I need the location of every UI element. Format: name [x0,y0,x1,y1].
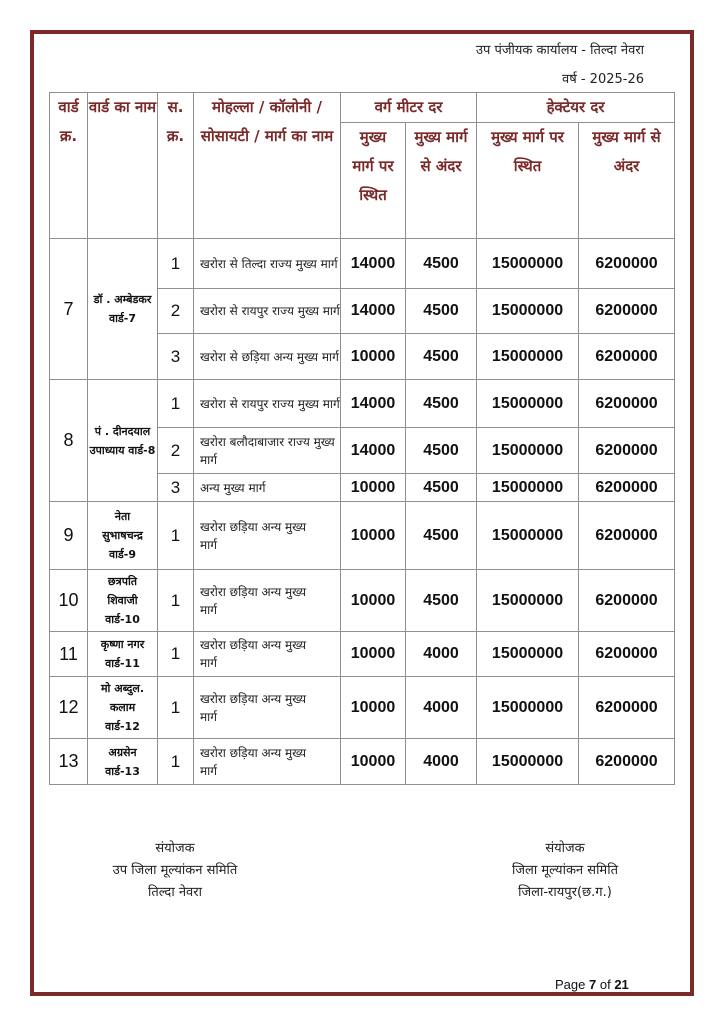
header-ward-no: वार्ड क्र. [50,93,88,239]
ward-name: पं . दीनदयाल उपाध्याय वार्ड-8 [88,380,158,502]
hectare-rate-main: 15000000 [477,632,579,677]
signature-title: संयोजक [155,841,195,856]
sqm-rate-inside: 4000 [406,632,477,677]
sqm-rate-inside: 4000 [406,677,477,739]
table-row [50,632,675,677]
road-name: खरोरा से तिल्दा राज्य मुख्य मार्ग [194,239,341,289]
serial-number: 1 [158,502,194,570]
hectare-rate-main: 15000000 [477,428,579,474]
table-row [50,239,675,289]
hectare-rate-main: 15000000 [477,334,579,380]
hectare-rate-inside: 6200000 [579,632,675,677]
table-row [50,380,675,428]
ward-number: 11 [50,632,88,677]
signature-committee: जिला मूल्यांकन समिति [512,863,618,878]
serial-number: 2 [158,428,194,474]
header-locality: मोहल्ला / कॉलोनी / सोसायटी / मार्ग का नाम [194,93,341,239]
ward-number: 12 [50,677,88,739]
financial-year: वर्ष - 2025-26 [561,72,644,87]
ward-name: कृष्णा नगर वार्ड-11 [88,632,158,677]
serial-number: 1 [158,739,194,785]
signature-committee: उप जिला मूल्यांकन समिति [112,863,238,878]
sqm-rate-main: 10000 [341,739,406,785]
header-serial: स. क्र. [158,93,194,239]
table-row [50,570,675,632]
sqm-rate-inside: 4500 [406,502,477,570]
sqm-rate-main: 10000 [341,632,406,677]
road-name: खरोरा बलौदाबाजार राज्य मुख्य मार्ग [194,428,341,474]
road-name: अन्य मुख्य मार्ग [194,474,341,502]
signature-block-right [465,838,665,904]
table-row [50,739,675,785]
header-hectare-group: हेक्टेयर दर [477,93,675,123]
header-sqm-group: वर्ग मीटर दर [341,93,477,123]
serial-number: 1 [158,380,194,428]
ward-name: मो अब्दुल. कलाम वार्ड-12 [88,677,158,739]
header-sqm-inside: मुख्य मार्ग से अंदर [406,123,477,239]
sqm-rate-inside: 4500 [406,289,477,334]
page-total: 21 [614,977,629,992]
ward-number: 10 [50,570,88,632]
hectare-rate-inside: 6200000 [579,677,675,739]
hectare-rate-main: 15000000 [477,289,579,334]
page-of: of [599,977,611,992]
sqm-rate-inside: 4500 [406,570,477,632]
sqm-rate-main: 10000 [341,502,406,570]
sqm-rate-main: 10000 [341,677,406,739]
road-name: खरोरा से रायपुर राज्य मुख्य मार्ग [194,289,341,334]
road-name: खरोरा छड़िया अन्य मुख्य मार्ग [194,502,341,570]
sqm-rate-inside: 4500 [406,239,477,289]
signature-location: जिला-रायपुर(छ.ग.) [518,885,612,900]
serial-number: 1 [158,677,194,739]
serial-number: 3 [158,334,194,380]
ward-name: नेता सुभाषचन्द्र वार्ड-9 [88,502,158,570]
ward-name: डॉ . अम्बेडकर वार्ड-7 [88,239,158,380]
page-number [555,977,629,992]
road-name: खरोरा से रायपुर राज्य मुख्य मार्ग [194,380,341,428]
hectare-rate-inside: 6200000 [579,570,675,632]
road-name: खरोरा छड़िया अन्य मुख्य मार्ग [194,739,341,785]
serial-number: 2 [158,289,194,334]
page-prefix: Page [555,977,586,992]
ward-number: 8 [50,380,88,502]
sqm-rate-main: 14000 [341,239,406,289]
serial-number: 3 [158,474,194,502]
hectare-rate-main: 15000000 [477,502,579,570]
sqm-rate-inside: 4500 [406,428,477,474]
serial-number: 1 [158,239,194,289]
sqm-rate-main: 14000 [341,428,406,474]
hectare-rate-main: 15000000 [477,677,579,739]
hectare-rate-main: 15000000 [477,739,579,785]
hectare-rate-main: 15000000 [477,380,579,428]
sqm-rate-inside: 4000 [406,739,477,785]
signature-location: तिल्दा नेवरा [148,885,202,900]
hectare-rate-inside: 6200000 [579,380,675,428]
hectare-rate-inside: 6200000 [579,334,675,380]
hectare-rate-main: 15000000 [477,570,579,632]
sqm-rate-main: 10000 [341,570,406,632]
sqm-rate-inside: 4500 [406,474,477,502]
serial-number: 1 [158,632,194,677]
table-row [50,502,675,570]
hectare-rate-inside: 6200000 [579,739,675,785]
sqm-rate-main: 14000 [341,289,406,334]
hectare-rate-main: 15000000 [477,239,579,289]
signature-block-left [70,838,280,904]
hectare-rate-inside: 6200000 [579,239,675,289]
ward-number: 9 [50,502,88,570]
hectare-rate-inside: 6200000 [579,474,675,502]
sqm-rate-inside: 4500 [406,380,477,428]
hectare-rate-inside: 6200000 [579,428,675,474]
header-ha-inside: मुख्य मार्ग से अंदर [579,123,675,239]
road-name: खरोरा छड़िया अन्य मुख्य मार्ग [194,677,341,739]
sqm-rate-main: 14000 [341,380,406,428]
sqm-rate-main: 10000 [341,474,406,502]
sqm-rate-inside: 4500 [406,334,477,380]
ward-number: 7 [50,239,88,380]
rate-table [49,92,675,785]
hectare-rate-main: 15000000 [477,474,579,502]
page-current: 7 [589,977,597,992]
header-ha-on-main: मुख्य मार्ग पर स्थित [477,123,579,239]
road-name: खरोरा छड़िया अन्य मुख्य मार्ग [194,570,341,632]
ward-name: छत्रपति शिवाजी वार्ड-10 [88,570,158,632]
road-name: खरोरा से छड़िया अन्य मुख्य मार्ग [194,334,341,380]
signature-title: संयोजक [545,841,585,856]
ward-name: अग्रसेन वार्ड-13 [88,739,158,785]
ward-number: 13 [50,739,88,785]
road-name: खरोरा छड़िया अन्य मुख्य मार्ग [194,632,341,677]
serial-number: 1 [158,570,194,632]
hectare-rate-inside: 6200000 [579,289,675,334]
hectare-rate-inside: 6200000 [579,502,675,570]
header-ward-name: वार्ड का नाम [88,93,158,239]
office-title: उप पंजीयक कार्यालय - तिल्दा नेवरा [475,43,644,58]
sqm-rate-main: 10000 [341,334,406,380]
header-sqm-on-main: मुख्य मार्ग पर स्थित [341,123,406,239]
table-row [50,677,675,739]
